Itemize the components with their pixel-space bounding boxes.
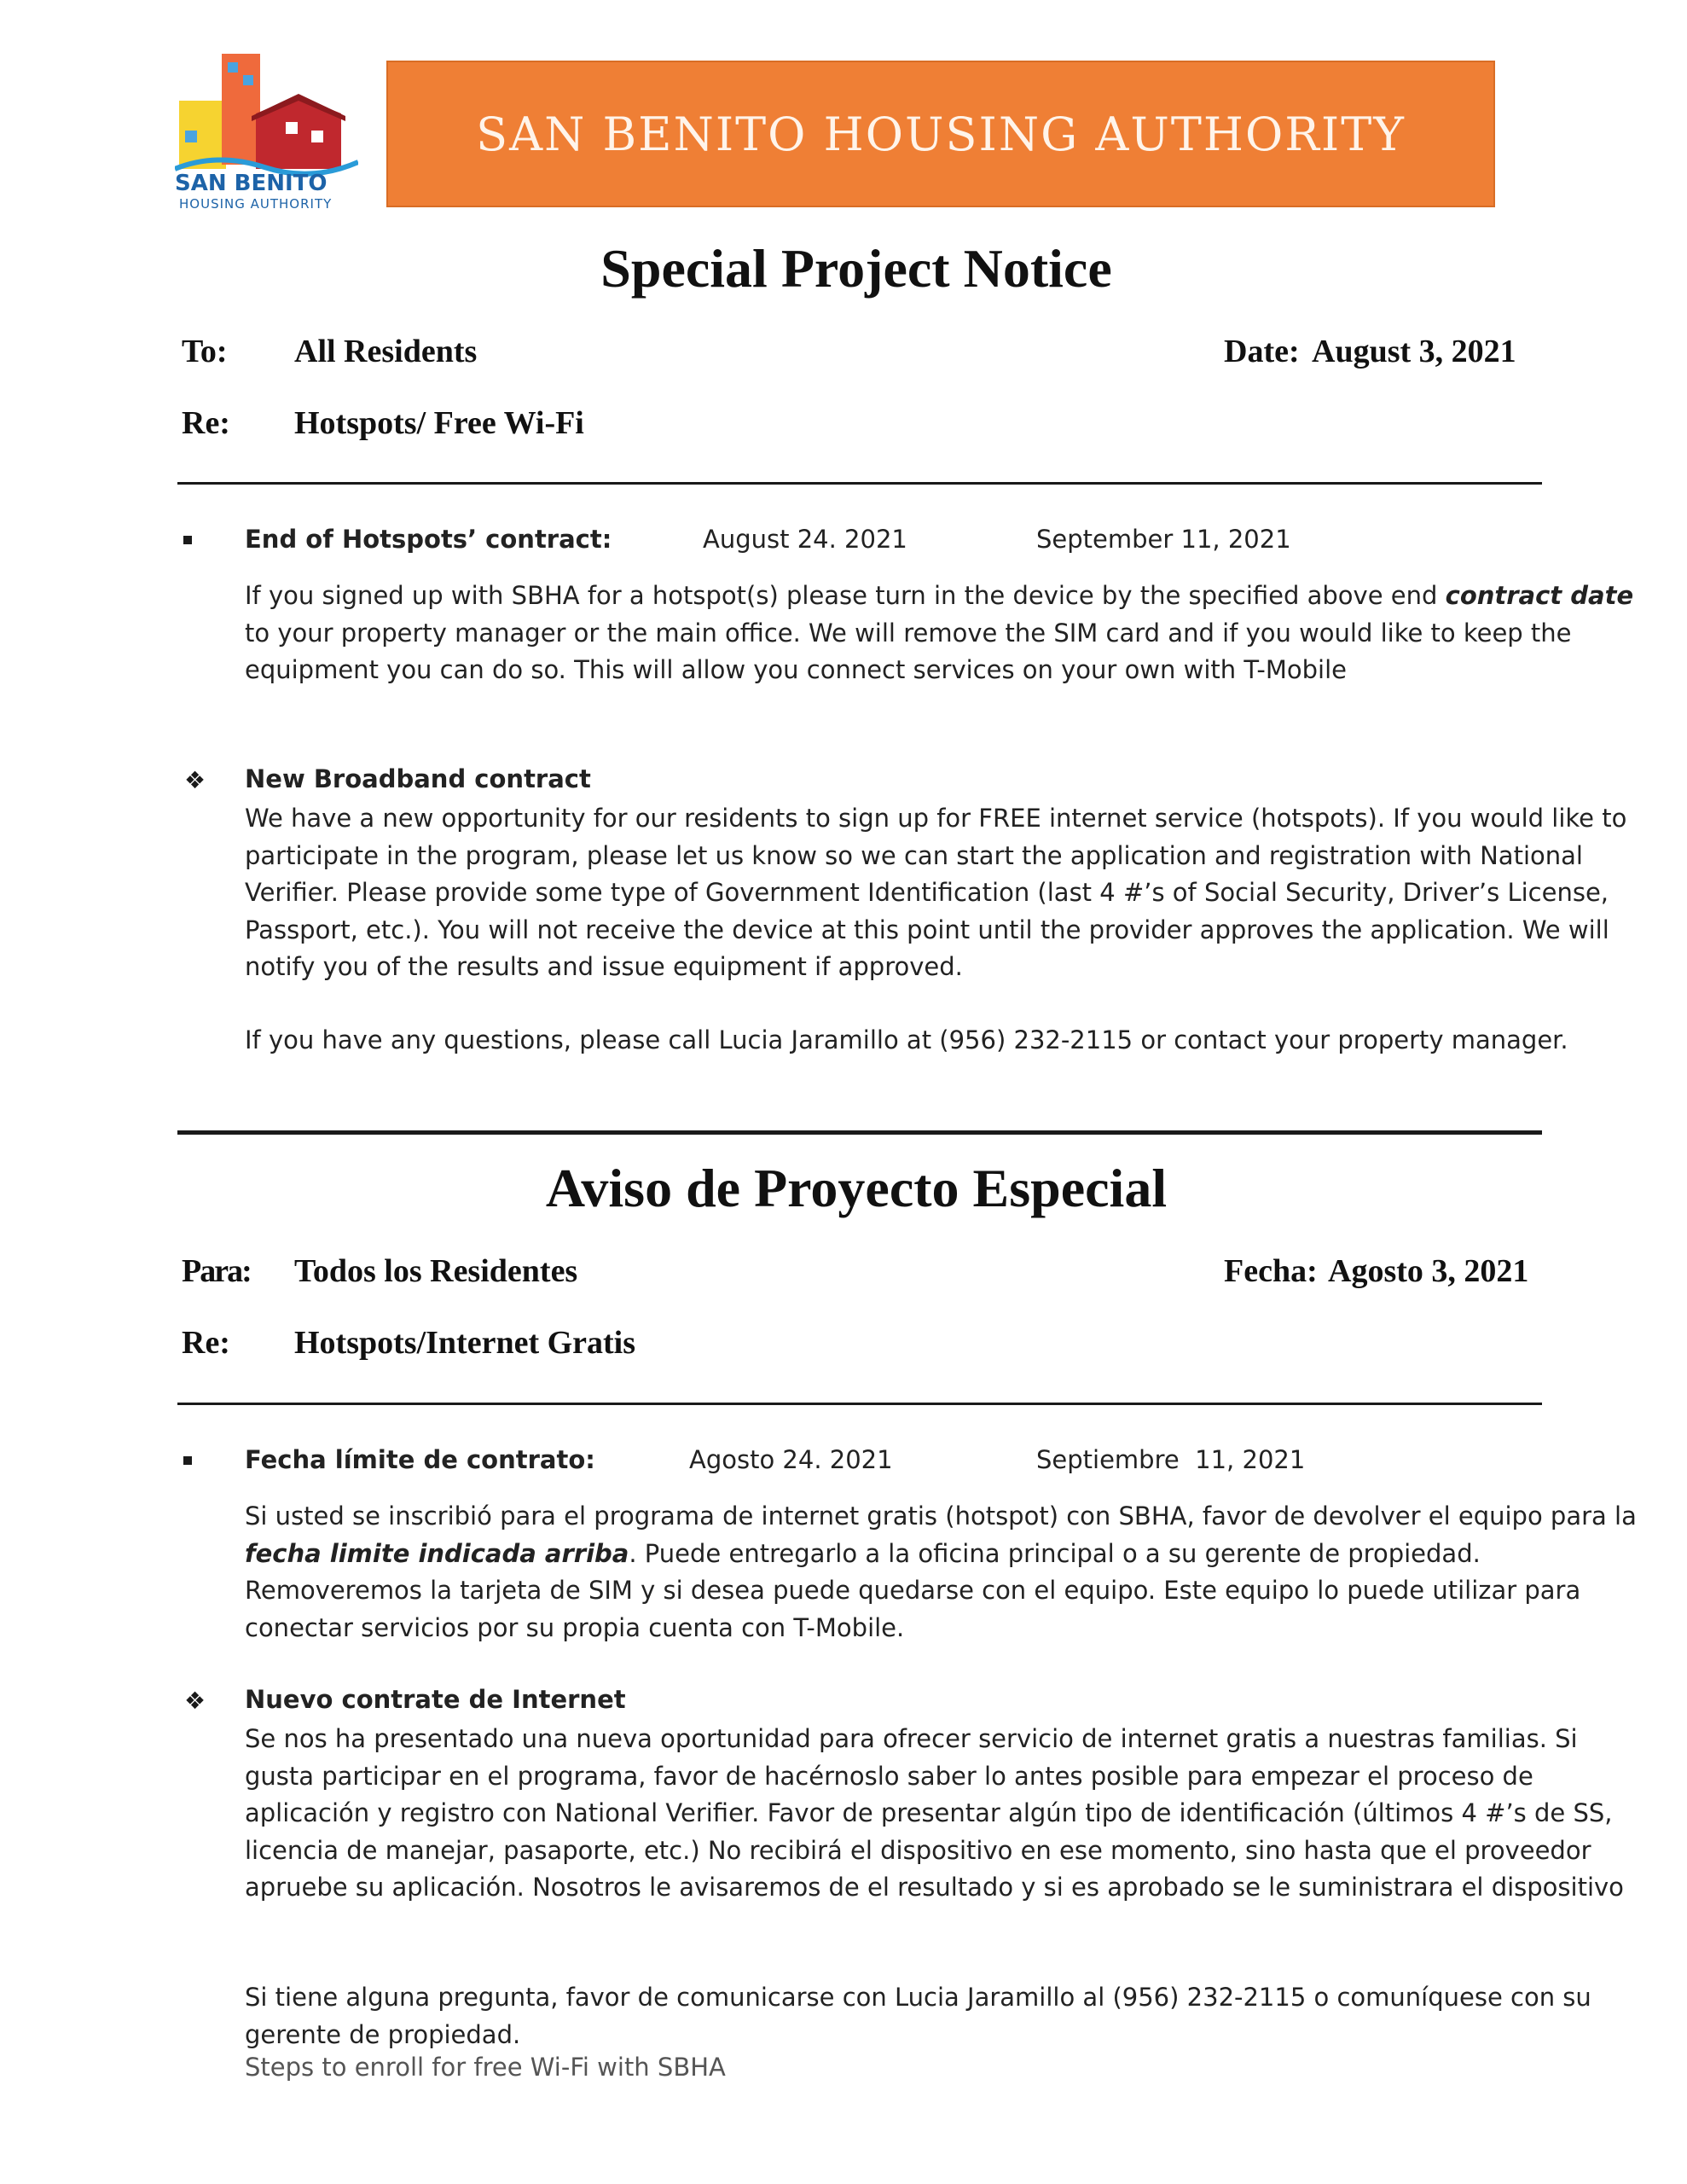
divider-es	[177, 1403, 1542, 1405]
item1-text-b: to your property manager or the main office. We will remove the SIM card and if you would like to keep the equipment you can do so. This will allow you connect services on your own with T-Mobile	[245, 618, 1572, 684]
item1-text-b-es: . Puede entregarlo a la oficina principal o a su gerente de propiedad. Removeremos la tarjeta de SIM y si desea puede quedarse con el equipo. Este equipo lo puede utilizar para conectar servicios por su propia cuenta con T-Mobile.	[245, 1538, 1581, 1642]
para-label: Para:	[182, 1253, 251, 1289]
diamond-bullet-icon: ❖	[184, 1687, 206, 1715]
questions-paragraph: If you have any questions, please call Lucia Jaramillo at (956) 232-2115 or contact your property manager.	[245, 1025, 1568, 1054]
item1-date2: September 11, 2021	[1036, 525, 1291, 554]
houses-logo-icon	[175, 49, 358, 177]
to-label: To:	[182, 334, 228, 369]
re-label-es: Re:	[182, 1325, 230, 1361]
page-title-english: Special Project Notice	[600, 238, 1112, 299]
item1-date2-es: Septiembre 11, 2021	[1036, 1445, 1306, 1474]
diamond-bullet-icon: ❖	[184, 766, 206, 794]
header-banner	[386, 61, 1495, 207]
item1-emphasis: contract date	[1445, 581, 1634, 610]
item2-paragraph: We have a new opportunity for our residents to sign up for FREE internet service (hotspots). If you would like to participate in the program, please let us know so we can start the application and registration with National Verifier. Please provide some type of Government Identification (last 4 #’s of Social Security, Driver’s License, Passport, etc.). You will not receive the device at this point until the provider approves the application. We will notify you of the results and issue equipment if approved.	[245, 804, 1627, 981]
logo-wordmark: SAN BENITO	[175, 171, 328, 196]
fecha-value: Agosto 3, 2021	[1328, 1253, 1529, 1289]
sbha-logo	[175, 49, 358, 220]
item1-label: End of Hotspots’ contract:	[245, 525, 612, 554]
footer-note: Steps to enroll for free Wi-Fi with SBHA	[245, 2053, 726, 2082]
item1-text-a: If you signed up with SBHA for a hotspot(s) please turn in the device by the specified above end	[245, 581, 1446, 610]
fecha-label: Fecha:	[1224, 1253, 1318, 1289]
item2-label-es: Nuevo contrate de Internet	[245, 1685, 626, 1714]
date-value: August 3, 2021	[1312, 334, 1516, 369]
square-bullet-icon	[183, 536, 192, 544]
item1-paragraph-es	[245, 1498, 1644, 1647]
square-bullet-icon	[183, 1456, 192, 1465]
page-title-spanish: Aviso de Proyecto Especial	[545, 1158, 1168, 1218]
item1-emphasis-es: fecha limite indicada arriba	[245, 1538, 629, 1568]
item2-paragraph-es: Se nos ha presentado una nueva oportunidad para ofrecer servicio de internet gratis a nuestras familias. Si gusta participar en el programa, favor de hacérnoslo saber lo antes posible para empezar el proceso de aplicación y registro con National Verifier. Favor de presentar algún tipo de identificación (últimos 4 #’s de SS, licencia de manejar, pasaporte, etc.) No recibirá el dispositivo en ese momento, sino hasta que el proveedor apruebe su aplicación. Nosotros le avisaremos de el resultado y si es aprobado se le suministrara el dispositivo	[245, 1724, 1624, 1902]
item1-label-es: Fecha límite de contrato:	[245, 1445, 595, 1474]
re-label: Re:	[182, 405, 230, 441]
item1-date1-es: Agosto 24. 2021	[689, 1445, 893, 1474]
section-divider	[177, 1130, 1542, 1135]
item1-date1: August 24. 2021	[703, 525, 907, 554]
divider	[177, 482, 1542, 485]
questions-paragraph-es: Si tiene alguna pregunta, favor de comunicarse con Lucia Jaramillo al (956) 232-2115 o comuníquese con su gerente de propiedad.	[245, 1983, 1591, 2049]
re-value: Hotspots/ Free Wi-Fi	[294, 405, 584, 441]
logo-subtitle: HOUSING AUTHORITY	[179, 196, 333, 212]
item1-paragraph	[245, 578, 1644, 689]
date-label: Date:	[1224, 334, 1300, 369]
item1-text-a-es: Si usted se inscribió para el programa de internet gratis (hotspot) con SBHA, favor de devolver el equipo para la	[245, 1502, 1637, 1531]
para-value: Todos los Residentes	[294, 1253, 578, 1289]
item2-label: New Broadband contract	[245, 764, 591, 793]
re-value-es: Hotspots/Internet Gratis	[294, 1325, 636, 1361]
to-value: All Residents	[294, 334, 478, 369]
banner-title: SAN BENITO HOUSING AUTHORITY	[476, 107, 1406, 161]
